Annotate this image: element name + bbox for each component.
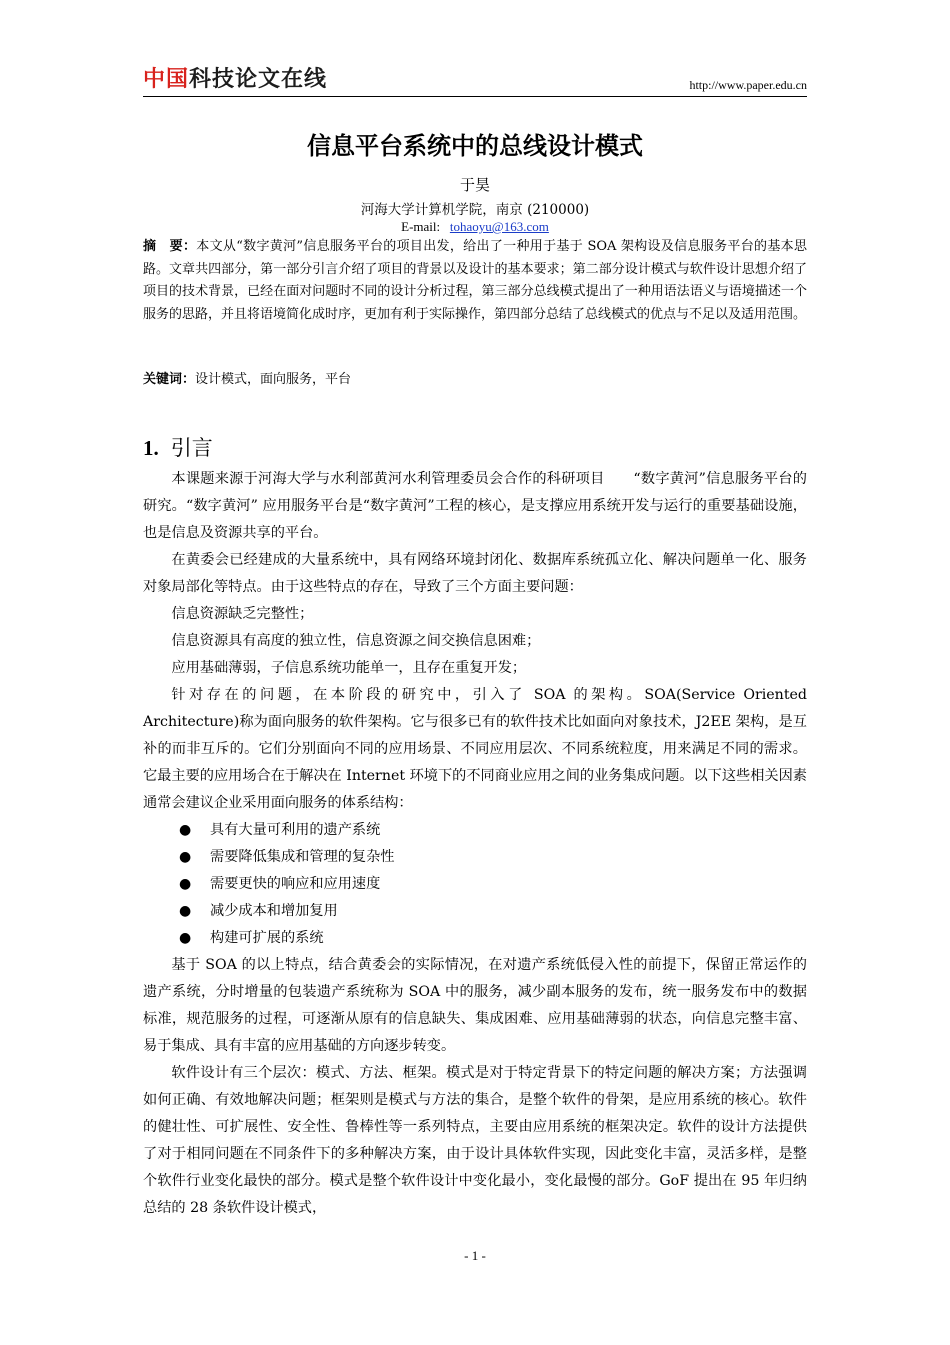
- affiliation: 河海大学计算机学院，南京 (210000): [360, 202, 590, 218]
- list-item: ● 需要更快的响应和应用速度: [143, 871, 807, 898]
- paragraph: 针对存在的问题，在本阶段的研究中，引入了 SOA 的架构。SOA(Service Oriented Architecture)称为面向服务的软件架构。它与很多已有的软件技术比如面向对象技术，J2EE 架构，是互补的而非互斥的。它们分别面向不同的应用场景、不同应用层次、不同系统粒度，用来满足不同的需求。它最主要的应用场合在于解决在 Internet 环境下的不同商业应用之间的业务集成问题。以下这些相关因素通常会建议企业采用面向服务的体系结构：: [143, 687, 807, 811]
- paragraph: 软件设计有三个层次：模式、方法、框架。模式是对于特定背景下的特定问题的解决方案；方法强调如何正确、有效地解决问题；框架则是模式与方法的集合，是整个软件的骨架，是应用系统的核心。软件的健壮性、可扩展性、安全性、鲁棒性等一系列特点，主要由应用系统的框架决定。软件的设计方法提供了对于相同问题在不同条件下的多种解决方案，由于设计具体软件实现，因此变化丰富，灵活多样，是整个软件行业变化最快的部分。模式是整个软件设计中变化最小，变化最慢的部分。GoF 提出在 95 年归纳总结的 28 条软件设计模式，: [143, 1065, 807, 1216]
- list-item: ● 具有大量可利用的遗产系统: [143, 817, 807, 844]
- email-link[interactable]: tohaoyu@163.com: [449, 219, 549, 234]
- paragraph: 信息资源缺乏完整性；: [171, 606, 314, 622]
- logo-dark-text: 科技论文在线: [189, 67, 328, 92]
- section-heading: [143, 432, 213, 462]
- paper-title: 信息平台系统中的总线设计模式: [307, 132, 643, 160]
- paragraph: 基于 SOA 的以上特点，结合黄委会的实际情况，在对遗产系统低侵入性的前提下，保留正常运作的遗产系统，分时增量的包装遗产系统称为 SOA 中的服务，减少副本服务的发布，统一服务发布中的数据标准，规范服务的过程，可逐渐从原有的信息缺失、集成困难、应用基础薄弱的状态，向信息完整丰富、易于集成、具有丰富的应用基础的方向逐步转变。: [143, 957, 807, 1054]
- email-line: [143, 219, 807, 235]
- bullet-icon: ●: [179, 822, 192, 838]
- paragraph: 信息资源具有高度的独立性，信息资源之间交换信息困难；: [171, 633, 541, 649]
- paragraph: 本课题来源于河海大学与水利部黄河水利管理委员会合作的科研项目 “数字黄河”信息服务平台的研究。“数字黄河” 应用服务平台是“数字黄河”工程的核心，是支撑应用系统开发与运行的重要基础设施，也是信息及资源共享的平台。: [143, 471, 807, 541]
- keywords-text: 设计模式，面向服务，平台: [195, 372, 352, 387]
- page-header: [143, 66, 807, 98]
- header-divider: [143, 96, 807, 97]
- list-item: ● 减少成本和增加复用: [143, 898, 807, 925]
- abstract: [143, 236, 807, 326]
- logo-red-text: 中国: [143, 67, 190, 92]
- section-number: 1.: [143, 436, 159, 460]
- abstract-text: 本文从“数字黄河”信息服务平台的项目出发，给出了一种用于基于 SOA 架构设及信息服务平台的基本思路。文章共四部分，第一部分引言介绍了项目的背景以及设计的基本要求；第二部分设计模式与软件设计思想介绍了项目的技术背景，已经在面对问题时不同的设计分析过程，第三部分总线模式提出了一种用语法语义与语境描述一个服务的思路，并且将语境简化成时序，更加有利于实际操作，第四部分总结了总线模式的优点与不足以及适用范围。: [143, 239, 807, 322]
- keywords-label: 关键词：: [143, 372, 196, 387]
- bullet-icon: ●: [179, 876, 192, 892]
- site-url[interactable]: http://www.paper.edu.cn: [689, 78, 807, 92]
- paragraph: 在黄委会已经建成的大量系统中，具有网络环境封闭化、数据库系统孤立化、解决问题单一化、服务对象局部化等特点。由于这些特点的存在，导致了三个方面主要问题：: [143, 552, 807, 595]
- bullet-icon: ●: [179, 930, 192, 946]
- page-number: - 1 -: [464, 1248, 486, 1263]
- list-item: ● 构建可扩展的系统: [143, 925, 807, 952]
- bullet-icon: ●: [179, 849, 192, 865]
- site-logo[interactable]: [143, 66, 327, 94]
- keywords: [143, 368, 807, 387]
- section-body: [143, 466, 807, 1222]
- email-label: E-mail:: [401, 219, 441, 234]
- abstract-label: 摘 要：: [143, 239, 197, 254]
- list-item: ● 需要降低集成和管理的复杂性: [143, 844, 807, 871]
- author-name: 于昊: [459, 176, 490, 194]
- bullet-list: [143, 817, 807, 952]
- bullet-icon: ●: [179, 903, 192, 919]
- section-title: 引言: [170, 436, 213, 460]
- paragraph: 应用基础薄弱，子信息系统功能单一，且存在重复开发；: [171, 660, 527, 676]
